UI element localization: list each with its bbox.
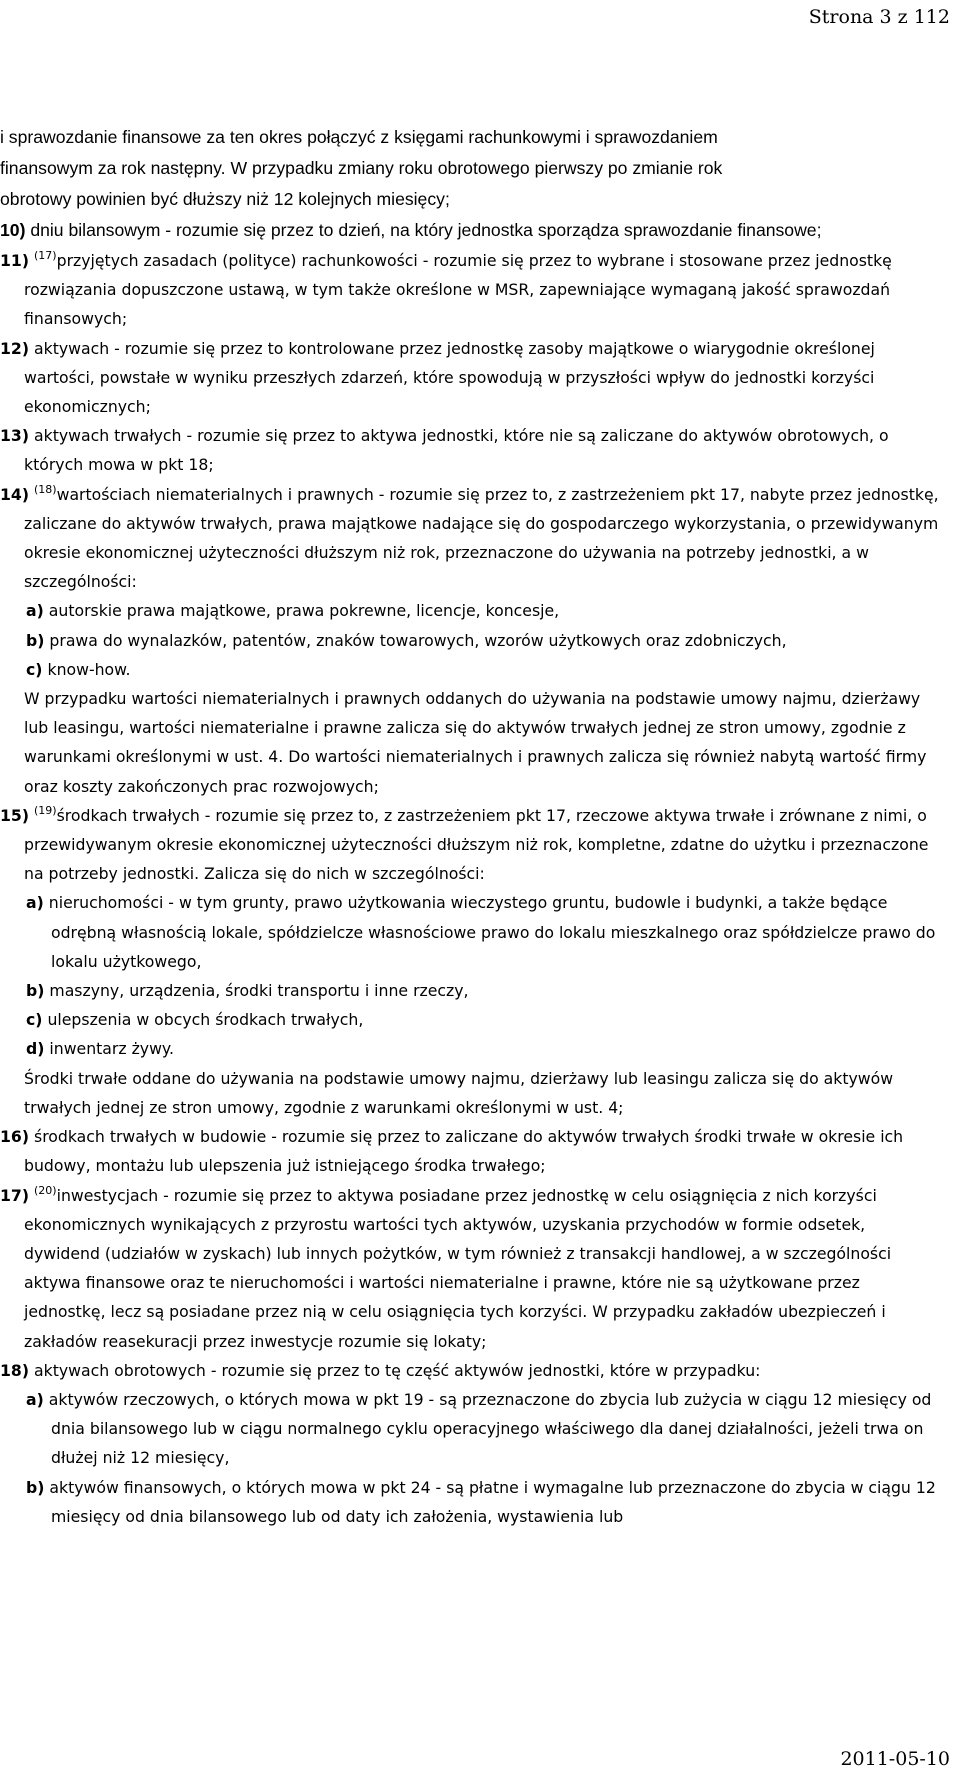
sub-item-14b <box>0 626 945 655</box>
sub-item-text: know-how. <box>47 659 131 679</box>
sub-item-letter: b) <box>26 981 45 1001</box>
item-text: środkach trwałych - rozumie się przez to, z zastrzeżeniem pkt 17, rzeczowe aktywa trwałe i zrównane z nimi, o przewidywanym okresie ekonomicznej użyteczności dłuższym niż rok, kompletne, zdatne do użytku i przeznaczone na potrzeby jednostki. Zalicza się do nich w szczególności: <box>24 805 929 884</box>
item-text: dniu bilansowym - rozumie się przez to dzień, na który jednostka sporządza sprawozdanie finansowe; <box>30 220 822 240</box>
sub-item-text: prawa do wynalazków, patentów, znaków towarowych, wzorów użytkowych oraz zdobniczych, <box>49 630 787 650</box>
continuation-line-1: i sprawozdanie finansowe za ten okres połączyć z księgami rachunkowymi i sprawozdaniem <box>0 127 718 147</box>
sub-item-text: maszyny, urządzenia, środki transportu i inne rzeczy, <box>49 981 469 1001</box>
sub-item-text: aktywów finansowych, o których mowa w pkt 24 - są płatne i wymagalne lub przeznaczone do zbycia w ciągu 12 miesięcy od dnia bilansowego lub od daty ich założenia, wystawienia lub <box>49 1477 936 1526</box>
definition-item-13 <box>0 421 945 479</box>
sub-item-letter: c) <box>26 659 43 679</box>
sub-item-18b <box>0 1473 945 1531</box>
sub-item-letter: d) <box>26 1039 45 1059</box>
page-number: Strona 3 z 112 <box>808 6 950 28</box>
item-number: 14) <box>0 484 30 504</box>
definitions-list <box>0 246 945 1531</box>
footnote-ref: (18) <box>34 482 57 496</box>
sub-item-18a <box>0 1385 945 1473</box>
sub-item-15a <box>0 888 945 976</box>
item-number: 17) <box>0 1185 30 1205</box>
sub-item-15d <box>0 1034 945 1063</box>
sub-item-14c <box>0 655 945 684</box>
sub-item-14a <box>0 596 945 625</box>
sub-item-text: inwentarz żywy. <box>49 1039 174 1059</box>
footnote-ref: (19) <box>34 803 57 817</box>
definition-item-16 <box>0 1122 945 1180</box>
definition-item-17 <box>0 1181 945 1356</box>
sub-item-letter: a) <box>26 1389 44 1409</box>
footnote-ref: (17) <box>34 249 57 262</box>
item-text: przyjętych zasadach (polityce) rachunkowości - rozumie się przez to wybrane i stosowane przez jednostkę rozwiązania dopuszczone ustawą, w tym także określone w MSR, zapewniające wymaganą jakość sprawozdań finansowych; <box>24 251 892 329</box>
item-text: inwestycjach - rozumie się przez to aktywa posiadane przez jednostkę w celu osiągnięcia z nich korzyści ekonomicznych wynikających z przyrostu wartości tych aktywów, uzyskania przychodów w formie odsetek, dywidend (udziałów w zyskach) lub innych pożytków, w tym również z transakcji handlowej, a w szczególności aktywa finansowe oraz te nieruchomości i wartości niematerialne i prawne, które nie są użytkowane przez jednostkę, lecz są posiadane przez nią w celu osiągnięcia tych korzyści. W przypadku zakładów ubezpieczeń i zakładów reasekuracji przez inwestycje rozumie się lokaty; <box>24 1185 892 1351</box>
definition-item-14 <box>0 480 945 597</box>
item-number: 15) <box>0 805 30 825</box>
item-number: 13) <box>0 426 30 446</box>
sub-item-15c <box>0 1005 945 1034</box>
definition-item-12 <box>0 334 945 422</box>
continuation-line-2: finansowym za rok następny. W przypadku zmiany roku obrotowego pierwszy po zmianie rok <box>0 158 723 178</box>
item-text: wartościach niematerialnych i prawnych - rozumie się przez to, z zastrzeżeniem pkt 17, nabyte przez jednostkę, zaliczane do aktywów trwałych, prawa majątkowe nadające się do gospodarczego wykorzystania, o przewidywanym okresie ekonomicznej użyteczności dłuższym niż rok, przeznaczone do używania na potrzeby jednostki, a w szczególności: <box>24 484 939 592</box>
item-text: środkach trwałych w budowie - rozumie się przez to zaliczane do aktywów trwałych środki trwałe w okresie ich budowy, montażu lub ulepszenia już istniejącego środka trwałego; <box>24 1127 904 1176</box>
sub-item-letter: b) <box>26 1477 45 1497</box>
item-number: 11) <box>0 251 30 270</box>
item-number: 16) <box>0 1127 30 1147</box>
item-number: 10) <box>0 220 26 240</box>
footer-date: 2011-05-10 <box>840 1748 950 1770</box>
definition-item-11 <box>0 246 945 334</box>
sub-item-letter: a) <box>26 601 44 621</box>
item-14-note: W przypadku wartości niematerialnych i prawnych oddanych do używania na podstawie umowy najmu, dzierżawy lub leasingu, wartości niematerialne i prawne zalicza się do aktywów trwałych jednej ze stron umowy, zgodnie z warunkami określonymi w ust. 4. Do wartości niematerialnych i prawnych zalicza się również nabytą wartość firmy oraz koszty zakończonych prac rozwojowych; <box>24 689 927 796</box>
definition-item-18 <box>0 1356 945 1385</box>
continuation-paragraph <box>0 122 945 246</box>
item-15-note: Środki trwałe oddane do używania na podstawie umowy najmu, dzierżawy lub leasingu zalicza się do aktywów trwałych jednej ze stron umowy, zgodnie z warunkami określonymi w ust. 4; <box>24 1068 894 1117</box>
sub-item-text: ulepszenia w obcych środkach trwałych, <box>47 1010 364 1030</box>
sub-item-letter: a) <box>26 893 44 913</box>
item-number: 18) <box>0 1360 30 1380</box>
item-text: aktywach - rozumie się przez to kontrolowane przez jednostkę zasoby majątkowe o wiarygodnie określonej wartości, powstałe w wyniku przeszłych zdarzeń, które spowodują w przyszłości wpływ do jednostki korzyści ekonomicznych; <box>24 338 875 417</box>
sub-item-letter: c) <box>26 1010 43 1030</box>
sub-item-text: nieruchomości - w tym grunty, prawo użytkowania wieczystego gruntu, budowle i budynki, a także będące odrębną własnością lokale, spółdzielcze własnościowe prawo do lokalu mieszkalnego oraz spółdzielcze prawo do lokalu użytkowego, <box>48 893 936 971</box>
continuation-line-3: obrotowy powinien być dłuższy niż 12 kolejnych miesięcy; <box>0 189 450 209</box>
sub-item-text: autorskie prawa majątkowe, prawa pokrewne, licencje, koncesje, <box>48 601 560 621</box>
sub-item-15b <box>0 976 945 1005</box>
item-text: aktywach trwałych - rozumie się przez to aktywa jednostki, które nie są zaliczane do aktywów obrotowych, o których mowa w pkt 18; <box>24 426 889 475</box>
sub-item-text: aktywów rzeczowych, o których mowa w pkt 19 - są przeznaczone do zbycia lub zużycia w ciągu 12 miesięcy od dnia bilansowego lub w ciągu normalnego cyklu operacyjnego właściwego dla danej działalności, jeżeli trwa on dłużej niż 12 miesięcy, <box>48 1389 932 1468</box>
footnote-ref: (20) <box>34 1183 57 1197</box>
item-number: 12) <box>0 338 30 358</box>
definition-item-15 <box>0 801 945 889</box>
item-text: aktywach obrotowych - rozumie się przez to tę część aktywów jednostki, które w przypadku: <box>34 1360 761 1380</box>
definition-item-10 <box>0 215 945 246</box>
document-body <box>0 122 945 1531</box>
sub-item-letter: b) <box>26 630 45 650</box>
